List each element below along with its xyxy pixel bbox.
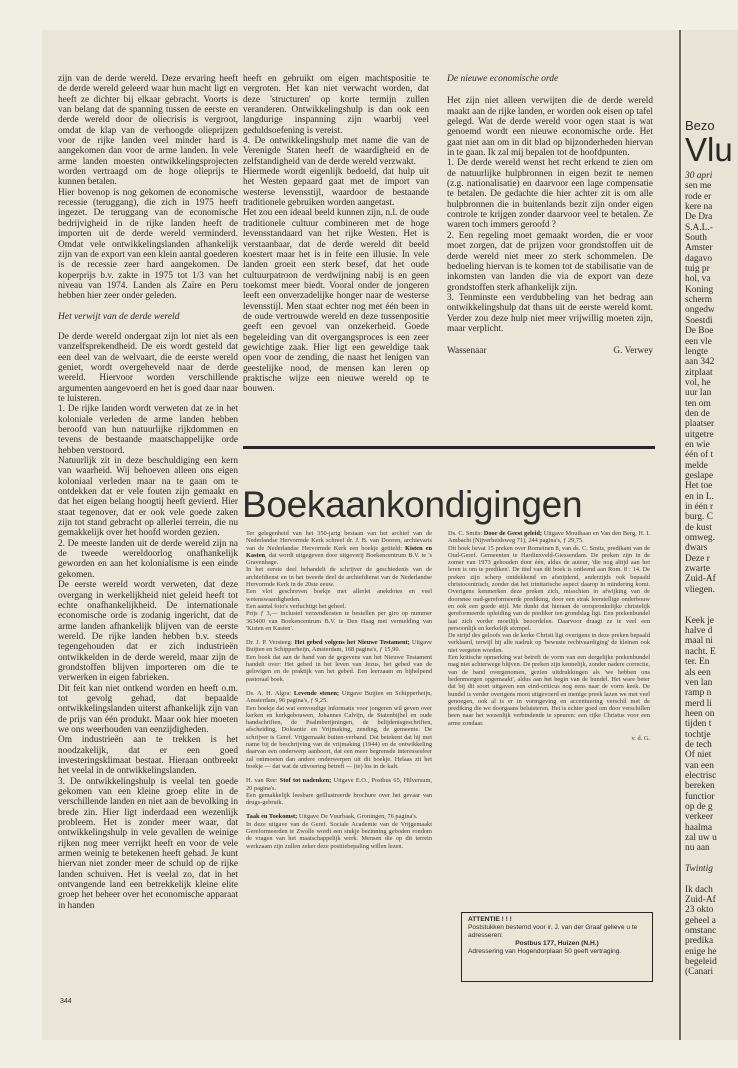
intro-body: Prijs ƒ 3,— inclusief verzendkosten te bestellen per giro op nummer 363400 van Boekencentrum B.V. te Den Haag met vermelding van 'Kisten en Kasten'. bbox=[246, 610, 432, 632]
paragraph: De derde wereld ondergaat zijn lot niet als een vanzelfsprekendheid. De eis wordt gesteld dat een deel van de welvaart, die de eerste wereld geniet, wordt overgeheveld naar de derde wereld. Hiervoor worden verschillende argumenten aangevoerd en het is goed daar naar te luisteren. bbox=[58, 331, 238, 404]
next-page-text-line: De Boe bbox=[685, 326, 714, 337]
next-page-text-line: van een bbox=[685, 760, 714, 771]
next-page-text-line: merd li bbox=[685, 698, 712, 709]
next-page-text-line: de kust bbox=[685, 522, 712, 533]
signature-author: G. Verwey bbox=[613, 346, 653, 357]
book-column-1 bbox=[246, 530, 432, 857]
paragraph: Het zijn niet alleen verwijten die de derde wereld maakt aan de rijke landen, er worden ook eisen op tafel gelegd. Wat de derde wereld voor ogen staat is wat genoemd wordt een nieuwe economische orde. Het gaat niet aan om in dit blad op bijzonderheden hiervan in te gaan. Ik zal mij bepalen tot de hoofdpunten. bbox=[447, 96, 653, 159]
next-page-text-line: Koning bbox=[685, 284, 714, 295]
book-review: In deze uitgave van de Geref. Sociale Academie van de Vrijgemaakt Gereformeerden te Zwolle wordt een stukje bezinning geboden rondom de vragen van het maatschappelijk werk. Mensen die op dit terrein werkzaam zijn zullen zeker deze positiebepaling willen lezen. bbox=[246, 820, 432, 850]
next-page-text-line: zal uw u bbox=[685, 833, 717, 843]
book-publication: Uitgave Mouthaan en Van den Berg, H. I. Ambacht (Nijverheidsweg 71), 244 pagina's, ƒ 29,75. bbox=[448, 530, 651, 545]
paragraph: zijn van de derde wereld. Deze ervaring heeft de derde wereld geleerd waar hun macht ligt en heeft ze dichter bij elkaar gebracht. Voorts is van belang dat de spanning tussen de eerste en derde wereld door de oliecrisis is vergroot, omdat de klap van de verhoogde olieprijzen voor de rijke landen veel minder hard is aangekomen dan voor de arme landen. In vele arme landen moesten ontwikkelingsprojecten worden vertraagd om de hoge olieprijs te kunnen betalen. bbox=[58, 74, 238, 188]
book-column-2 bbox=[448, 530, 650, 742]
book-review: Dit boek bevat 15 preken over Romeinen 8, van ds. C. Smits, predikant van de Oud-Geref. Gemeenten te Hardinxveld-Giessendam. De preken zijn in de zomer van 1973 gehouden door één, aldus de auteur, 'die nog altijd aan het leren is om te prediken'. De titel van dit boek is ontleend aan Rom. 8 : 14. De preken zijn scherp ontdekkend en afsnijdend, anderzijds ook bepaald christocentrisch, zonder dat het trinitarische aspect daarop in mindering komt. Overigens kenmerken deze preken zich, misschien in afwijking van de doorsnee oud-gereformeerde prediking, door een strak leerstellige onderbouw en ook een goede stijl. Me dunkt dat hieraan de oorspronkelijke christelijk gereformeerde opleiding van de prediker ten grondslag ligt. Een prekenbundel laat zich verder moeilijk beoordelen. Daarvoor draagt ze te veel een persoonlijk en kerkelijk stempel. bbox=[448, 544, 650, 632]
subheading: De nieuwe economische orde bbox=[447, 74, 559, 84]
book-title: Het gebed volgens het Nieuwe Testament; bbox=[294, 639, 410, 647]
next-page-text-line bbox=[685, 854, 738, 864]
book-title: Kisten en Kasten bbox=[246, 544, 432, 559]
next-page-text-line: South bbox=[685, 233, 707, 244]
paragraph: 2. Een regeling moet gemaakt worden, die er voor moet zorgen, dat de prijzen voor grondstoffen uit de derde wereld niet meer zo sterk schommelen. De bedoeling hiervan is te komen tot de stabilisatie van de inkomsten van landen die via de export van deze grondstoffen sterk afhankelijk zijn. bbox=[447, 230, 653, 293]
section-divider-rule bbox=[243, 446, 655, 449]
next-page-text-line: ten om bbox=[685, 398, 711, 409]
book-author: H. van Ree: bbox=[246, 777, 280, 785]
next-page-text-line: verkeer bbox=[685, 812, 714, 823]
book-review: Een gemakkelijk leesbare geïllustreerde brochure over het gevaar van drugs-gebruik. bbox=[246, 791, 432, 807]
next-page-text-line: omweg. bbox=[685, 533, 715, 544]
next-page-text-line: Of niet bbox=[685, 750, 712, 761]
paragraph: Het zou een ideaal beeld kunnen zijn, n.l. de oude traditionele cultuur combineren met de hoge levensstandaard van het rijke Westen. Het is verstaanbaar, dat de derde wereld dit beeld koestert maar het is in feite een illusie. In vele landen groeit een sterk besef, dat het oude cultuurpatroon de verdwijning nabij is en geen toekomst meer biedt. Vooral onder de jongeren leeft een onverzadelijke honger naar de westerse levensstijl. Men staat echter nog met één been in de oude vertrouwde wereld en deze tussenpositie geeft een gevoel van onzekerheid. Goede begeleiding van dit overgangsproces is een zeer gewichtige zaak. Hier ligt een geweldige taak open voor de zending, die naast het lenigen van geestelijke nood, de mensen kan leren op praktische wijze een nieuwe wereld op te bouwen. bbox=[243, 208, 429, 395]
paragraph: Natuurlijk zit in deze beschuldiging een kern van waarheid. Wij behoeven alleen ons eigen koloniaal verleden maar na te gaan om te ontdekken dat er vele fouten zijn gemaakt en dat het eigen belang hoogtij heeft gevierd. Hier staat tegenover, dat er ook vele goede zaken zijn tot stand gebracht op allerlei terrein, die nu gemakkelijk over het hoofd worden gezien. bbox=[58, 456, 238, 539]
book-review: Een kritische opmerking wat betreft de vorm van een dergelijke prekenbundel mag niet achterwege blijven. De preken zijn kennelijk, zonder nadere correctie, van de band overgenomen, gezien uitdrukkingen als 'we hebben ons hedenmorgen opgemaakt', aldus aan het begin van de bundel. Het ware beter dat bij dit soort uitgaven een eind-criticus nog eens naar de vorm keek. De bundel is verder overigens mooi uitgevoerd en menige preek lazen we met veel genoegen, ook al is er in vormgeving en accentuering verschil met de prediking die we doorgaans beluisteren. Het is echter goed om door verschillen heen naar het wezenlijk verbindende te speuren: een rijke Christus voor een arme zondaar. bbox=[448, 654, 650, 727]
book-author: Ds. C. Smits: bbox=[448, 530, 484, 537]
next-page-text-line: en in L. bbox=[685, 491, 714, 502]
paragraph: heeft en gebruikt om eigen machtspositie te vergroten. Het kan niet verwacht worden, dat deze 'structuren' op korte termijn zullen veranderen. Ontwikkelingshulp is dan ook een langdurige inspanning zijn waarbij veel geduldsoefening is vereist. bbox=[243, 74, 429, 136]
next-page-text-line bbox=[685, 874, 738, 884]
next-page-text-line: 23 okto bbox=[685, 905, 714, 916]
paragraph: 1. De rijke landen wordt verweten dat ze in het koloniale verleden de arme landen hebben beroofd van hun natuurlijke rijkdommen en tevens de bestaande maatschappelijke orde hebben verstoord. bbox=[58, 404, 238, 456]
next-page-text-line: tuig pr bbox=[685, 264, 710, 275]
signature-place: Wassenaar bbox=[447, 346, 487, 357]
book-entry bbox=[246, 639, 432, 683]
next-page-text-line: melde bbox=[685, 460, 708, 471]
next-page-text-line: aan 342 bbox=[685, 357, 715, 368]
next-page-text-line: Deze r bbox=[685, 553, 710, 564]
notice-box bbox=[461, 912, 653, 982]
next-page-article bbox=[685, 118, 738, 978]
book-review: Een boekje dat wat eenvoudige informatie voor jongeren wil geven over kerken en kerkgebouwen, Johannes Calvijn, de Statenbijbel en oude handschriften, de Psalmberijmingen, de belijdenisgeschriften, afscheiding, Doleantie en Vrijmaking, zending, de gemeente. De schrijver is Geref. Vrijgemaakt buiten-verband. Dat betekent dat hij met name bij de beschrijving van de vrijmaking (1944) en de ontwikkeling daarvan een onderwerp aanboort, dat een meer begrensde interessesfeer zal ontmoeten dan andere onderwerpen uit dit boekje. Helaas zit het boekje — dat wat de uitvoering betreft — (te) los in de kaft. bbox=[246, 704, 432, 770]
intro-body: Een vlot geschreven boekje met allerlei anekdotes en veel wetenswaardigheden. bbox=[246, 588, 432, 603]
next-page-text-line: Het toe bbox=[685, 481, 713, 492]
next-page-text-line: geheel a bbox=[685, 915, 716, 926]
next-page-text-line: uitgetre bbox=[685, 429, 714, 440]
notice-title: ATTENTIE ! ! ! bbox=[468, 916, 512, 923]
next-page-text-line: Zuid-Af bbox=[685, 895, 716, 906]
next-page-title: Vlu bbox=[685, 131, 733, 168]
next-page-text-line: rode er bbox=[685, 191, 712, 202]
next-page-text-line: nacht. E bbox=[685, 646, 716, 657]
next-page-text-line: geslape bbox=[685, 470, 714, 481]
book-author: Dr. J. P. Versteeg: bbox=[246, 639, 295, 647]
next-page-text-line: Soestdi bbox=[685, 315, 713, 326]
book-heading bbox=[246, 777, 432, 792]
notice-text: Poststukken bestemd voor ir. J. van der Graaf gelieve u te adresseren: bbox=[468, 924, 638, 939]
next-page-text-line: tijden t bbox=[685, 719, 712, 730]
next-page-text-line: op de g bbox=[685, 801, 713, 812]
next-page-text-line: nu aan bbox=[685, 843, 710, 854]
book-heading bbox=[448, 530, 650, 545]
next-page-text-line: sen me bbox=[685, 181, 712, 192]
section-title: Boekaankondigingen bbox=[242, 484, 583, 525]
paragraph: Dit feit kan niet ontkend worden en heeft o.m. tot gevolg gehad, dat bepaalde ontwikkelingslanden uiterst afhankelijk zijn van de prijs van één produkt. Maar ook hier moeten we ons weerhouden van eenzijdigheden. bbox=[58, 683, 238, 735]
next-page-text-line: vliegen. bbox=[685, 584, 715, 595]
next-page-text-line: lengte bbox=[685, 346, 708, 357]
article-column-3 bbox=[447, 74, 653, 357]
next-page-text-line: scherm bbox=[685, 295, 713, 306]
next-page-text-line: halve d bbox=[685, 626, 713, 637]
next-page-text-line: de tech bbox=[685, 739, 712, 750]
book-review: Een boek dat aan de hand van de gegevens van het Nieuwe Testament handelt over: Het gebed in het leven van Jezus, het gebed van de gelovigen en de praktijk van het gebed. Een leerzaam en bijhelpend pastoraal boek. bbox=[246, 653, 432, 683]
next-page-text-line: omstanc bbox=[685, 926, 717, 937]
next-page-text-line: een vle bbox=[685, 336, 712, 347]
next-page-text-line: functior bbox=[685, 791, 715, 802]
paragraph: De eerste wereld wordt verweten, dat deze overgang in werkelijkheid niet geleid heeft tot echte onafhankelijkheid. De internationale economische orde is zodanig ingericht, dat de arme landen afhankelijk blijven van de eerste wereld. De rijke landen hebben b.v. steeds tegengehouden dat er zich industrieën ontwikkelden in de derde wereld, maar zijn de grondstoffen blijven importeren om die te verwerken in eigen fabrieken. bbox=[58, 580, 238, 684]
paragraph: 2. De meeste landen uit de derde wereld zijn na de tweede wereldoorlog onafhankelijk geworden en aan het kolonialisme is een einde gekomen. bbox=[58, 538, 238, 580]
review-signature: v. d. G. bbox=[631, 735, 650, 743]
paragraph: 1. De derde wereld wenst het recht erkend te zien om de natuurlijke hulpbronnen in eigen bezit te nemen (z.g. nationalisatie) en daarvoor een lage compensatie te betalen. De gedachte die hier achter zit is om alle hulpbronnen die in buitenlands bezit zijn onder eigen controle te krijgen zonder daarvoor veel te betalen. Ze waren toch immers geroofd ? bbox=[447, 158, 653, 231]
next-page-text-line: bereken bbox=[685, 781, 715, 792]
next-page-text-line: hol, va bbox=[685, 274, 711, 285]
next-page-text-line: vol, he bbox=[685, 377, 711, 388]
next-page-text-line: dagavo bbox=[685, 253, 713, 264]
book-title: Taak en Toekomst; bbox=[246, 813, 298, 821]
next-page-text-line: (Canari bbox=[685, 967, 714, 978]
book-heading bbox=[246, 813, 432, 820]
paragraph: 3. De ontwikkelingshulp is veelal ten goede gekomen van een kleine groep elite in de verschillende landen en niet aan de bevolking in brede zin. Hier ligt inderdaad een wezenlijk probleem. Het is zonder meer waar, dat ontwikkelingshulp in vele gevallen de weinige rijken nog meer verrijkt heeft en voor de vele armen weinig te betekenen heeft gehad. Je kunt hiervan niet zonder meer de schuld op de rijke landen schuiven. Het is veelal zo, dat in het ontvangende land een betrekkelijk kleine elite groep het beheer over het economische apparaat in handen bbox=[58, 776, 238, 911]
intro-body: In het eerste deel behandelt de schrijver de geschiedenis van de archiefdienst en in het tweede deel de archiefdienst van de Nederlandse Hervormde Kerk in de 20ste eeuw. bbox=[246, 566, 432, 589]
next-page-text-line: als een bbox=[685, 667, 711, 678]
next-page-text-line: De Dra bbox=[685, 212, 713, 223]
book-review: De strijd des geloofs van de kerke Christi ligt overigens in deze preken bepaald verklaard, terwijl bij alle nadruk op 'bewuste rechtvaardiging' de kleinen ook niet vergeten worden. bbox=[448, 632, 650, 654]
book-publication: Uitgave E.O., Postbus 65, Hilversum, 20 pagina's. bbox=[246, 777, 432, 792]
next-page-text-line: Ik dach bbox=[685, 884, 713, 895]
next-page-text-line: ramp n bbox=[685, 688, 712, 699]
next-page-text-line: Amster bbox=[685, 243, 713, 254]
next-page-kicker: Bezo bbox=[685, 118, 715, 133]
intro-text: Ter gelegenheid van het 350-jarig bestaan van het archief van de Nederlandse Hervormde Kerk schreef dr. J. B. van Dooren, archievaris van de Nederlandse Hervormde Kerk een boekje getiteld: bbox=[246, 530, 432, 552]
next-page-text-line bbox=[685, 605, 738, 615]
book-publication: Uitgave De Vuurbaak, Groningen, 76 pagina's. bbox=[297, 813, 418, 821]
book-entry-intro bbox=[246, 530, 432, 632]
next-page-text-line: kere na bbox=[685, 202, 713, 213]
book-publication: Uitgave Buijten en Schipperheijn, Amsterdam, 168 pagina's, ƒ 15,90. bbox=[246, 639, 433, 654]
book-author: Ds. A. H. Algra: bbox=[246, 689, 294, 697]
paragraph: Hier bovenop is nog gekomen de economische recessie (teruggang), die zich in 1975 heeft ingezet. De teruggang van de economische bedrijvigheid in de rijke landen heeft de importen uit de derde wereld verminderd. Omdat vele ontwikkelingslanden afhankelijk zijn van de export van een klein aantal goederen is de recessie zeer hard aangekomen. De koperprijs b.v. zakte in 1975 tot 1/3 van het niveau van 1974. Landen als Zaïre en Peru hebben hier zeer onder geleden. bbox=[58, 187, 238, 302]
next-page-text-line: S.A.L.- bbox=[685, 222, 713, 233]
next-page-text-line: enige he bbox=[685, 946, 717, 957]
next-page-text-line: Zuid-Af bbox=[685, 574, 716, 585]
next-page-text-line: zitplaat bbox=[685, 367, 713, 378]
next-page-text-line: electrisc bbox=[685, 770, 717, 781]
next-page-text-line bbox=[685, 595, 738, 605]
next-page-text-line: Keek je bbox=[685, 615, 714, 626]
book-title: Stof tot nadenken; bbox=[279, 777, 332, 785]
next-page-text-line: uur lan bbox=[685, 388, 712, 399]
subheading: Het verwijt van de derde wereld bbox=[58, 311, 180, 322]
next-page-text-line: tochtje bbox=[685, 729, 711, 740]
next-page-text-line: predika bbox=[685, 936, 714, 947]
page-number: 344 bbox=[60, 998, 72, 1005]
book-entry bbox=[448, 530, 650, 727]
next-page-text-line: den de bbox=[685, 408, 710, 419]
next-page-text-line: ter. En bbox=[685, 657, 710, 668]
next-page-text-line: 30 apri bbox=[685, 171, 713, 181]
book-heading bbox=[246, 639, 432, 654]
book-entry bbox=[246, 777, 432, 806]
article-column-1 bbox=[58, 74, 238, 911]
next-page-text-line: één of t bbox=[685, 450, 714, 461]
intro-text: , dat wordt uitgegeven door uitgeverij Boekencentrum B.V. te 's Gravenhage. bbox=[246, 551, 432, 567]
next-page-text-line: plaatser bbox=[685, 419, 715, 430]
next-page-text-line: in één r bbox=[685, 502, 714, 512]
book-heading bbox=[246, 690, 432, 705]
book-title: Door de Geest geleid; bbox=[483, 530, 542, 537]
next-page-text-line: burg. C bbox=[685, 512, 713, 523]
paragraph: 3. Tenminste een verdubbeling van het bedrag aan ontwikkelingshulp dat thans uit de eerste wereld komt. Verder zou deze hulp niet meer vrijwillig moeten zijn, maar verplicht. bbox=[447, 292, 653, 334]
next-page-text-line: dwars bbox=[685, 543, 708, 554]
next-page-text-line: ven lan bbox=[685, 677, 713, 688]
article-column-2 bbox=[243, 74, 429, 395]
book-publication: Uitgave Buijten en Schipperheijn, Amsterdam, 96 pagina's, ƒ 9,25. bbox=[246, 689, 432, 705]
book-entry bbox=[246, 690, 432, 770]
next-page-text-line: Twintig bbox=[685, 864, 713, 875]
next-page-text-line: heen on bbox=[685, 708, 715, 719]
article-signature bbox=[447, 346, 653, 356]
paragraph: 4. De ontwikkelingshulp met name die van de Verenigde Staten heeft de waardigheid en de zelfstandigheid van de derde wereld verzwakt. bbox=[243, 136, 429, 167]
next-page-text-line: begeleid bbox=[685, 957, 717, 968]
book-entry bbox=[246, 813, 432, 849]
intro-body: Een aantal foto's verluchtigt het geheel. bbox=[246, 602, 347, 610]
book-title: Levende stenen; bbox=[293, 689, 340, 697]
page-gutter bbox=[679, 30, 681, 1040]
next-page-text-line: zwarte bbox=[685, 564, 710, 575]
paragraph: Om industrieën aan te trekken is het noodzakelijk, dat er een goed investeringsklimaat bestaat. Hieraan ontbreekt het veelal in de ontwikkelingslanden. bbox=[58, 735, 238, 777]
paragraph: Hiermede wordt eigenlijk bedoeld, dat hulp uit het Westen gepaard gaat met de import van westerse levensstijl, waardoor de bestaande traditionele gebruiken worden aangetast. bbox=[243, 167, 429, 209]
notice-address: Postbus 177, Huizen (N.H.) bbox=[515, 940, 599, 947]
next-page-text-line: ongedw bbox=[685, 305, 715, 316]
next-page-text-line: maal ni bbox=[685, 636, 713, 647]
next-page-text-line: en wie bbox=[685, 439, 710, 450]
notice-text: Adressering van Hogendorplaan 50 geeft vertraging. bbox=[468, 948, 622, 955]
next-page-text-line: haalma bbox=[685, 822, 713, 833]
